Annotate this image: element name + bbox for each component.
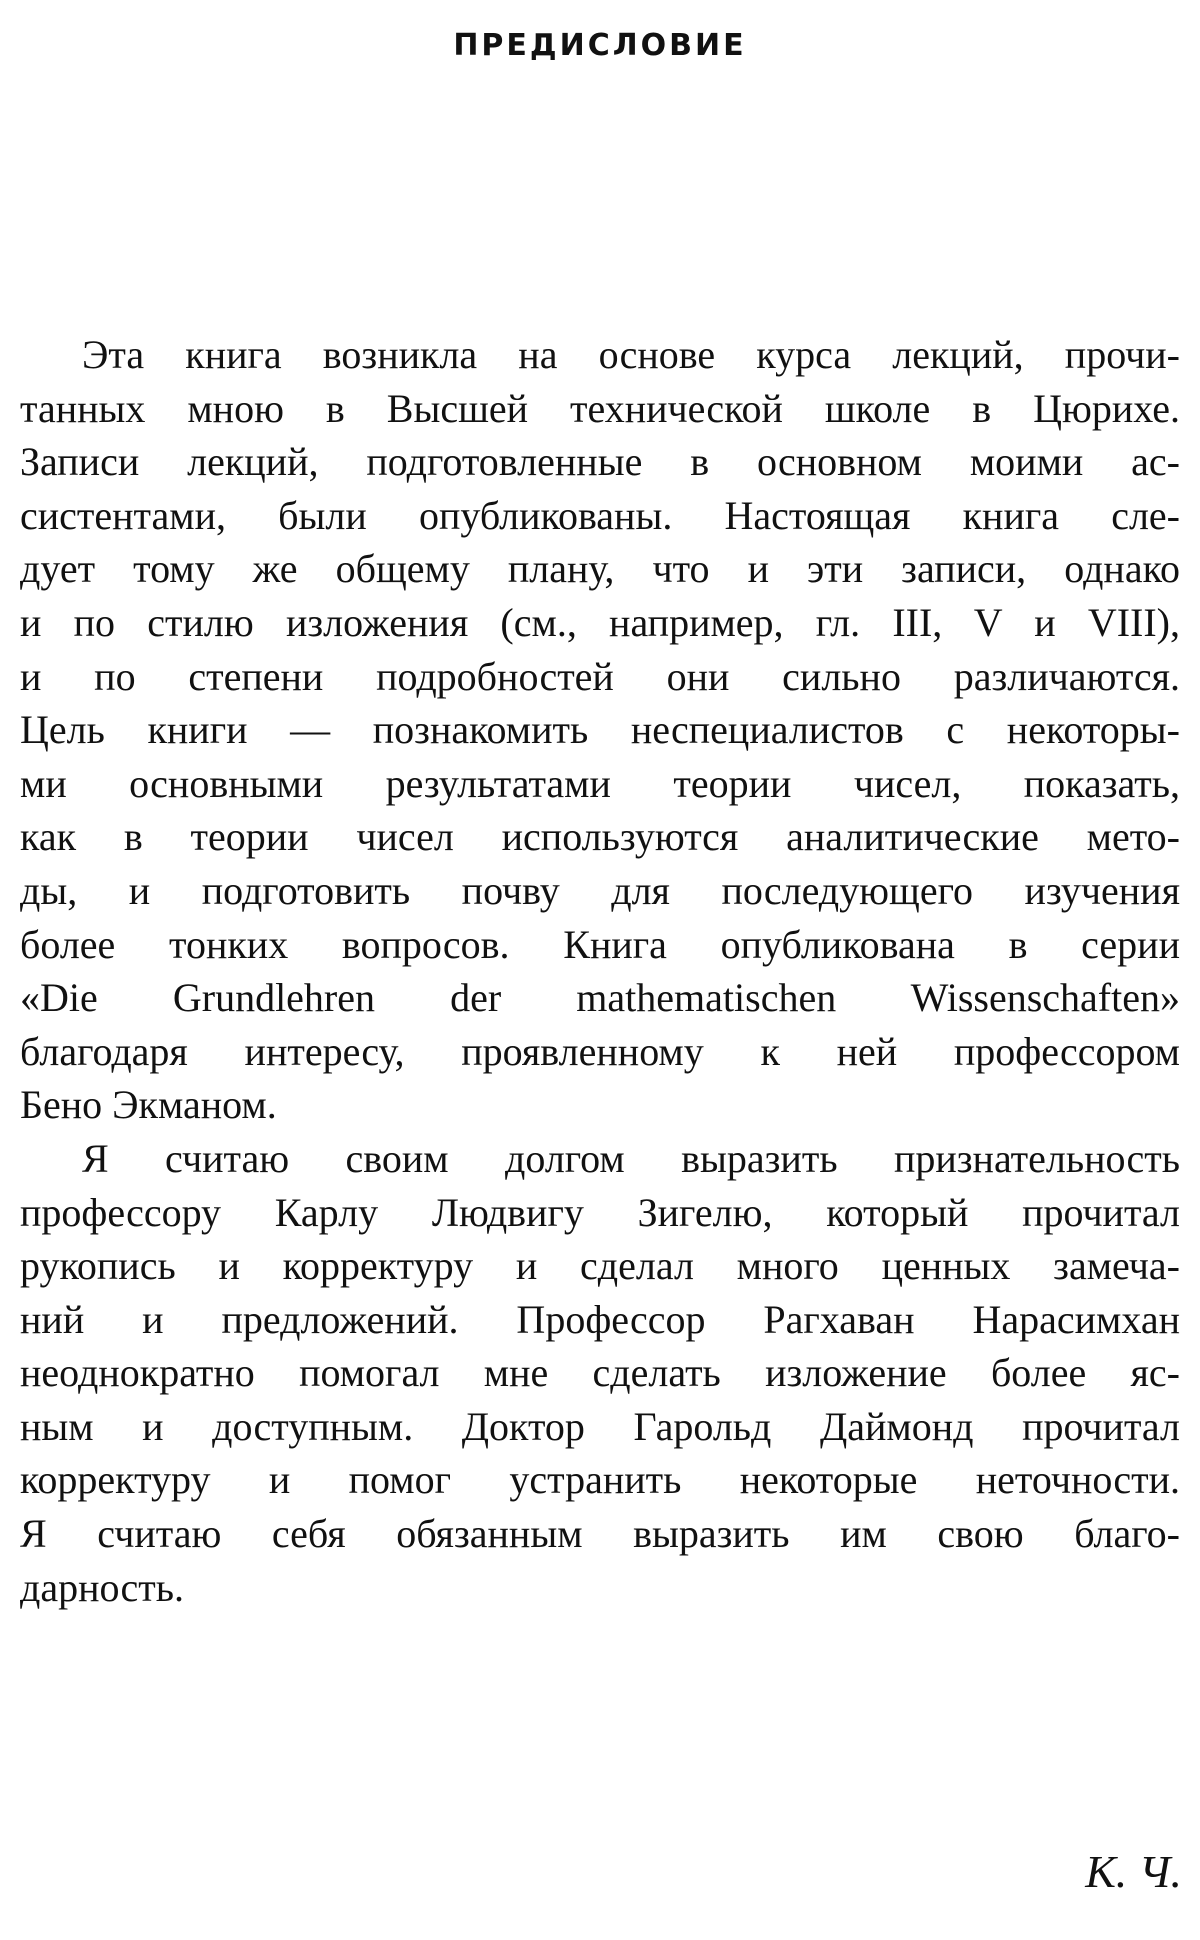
author-signature: К. Ч. [1085, 1846, 1182, 1897]
text-line: Бено Экманом. [20, 1082, 277, 1128]
text-line: танных мною в Высшей технической школе в Цюрихе. [20, 385, 1180, 431]
text-line: Цель книги — познакомить неспециалистов с некоторы- [20, 707, 1180, 753]
text-line: Записи лекций, подготовленные в основном моими ас- [20, 439, 1180, 485]
text-line: ми основными результатами теории чисел, показать, [20, 760, 1180, 806]
paragraph-2 [20, 1132, 1180, 1614]
preface-body [20, 328, 1180, 1614]
text-line: систентами, были опубликованы. Настоящая книга сле- [20, 492, 1180, 538]
text-line: благодаря интересу, проявленному к ней профессором [20, 1028, 1180, 1074]
page-title: ПРЕДИСЛОВИЕ [453, 28, 747, 63]
text-line: профессору Карлу Людвигу Зигелю, который прочитал [20, 1189, 1180, 1235]
text-line: Я считаю себя обязанным выразить им свою благо- [20, 1511, 1180, 1557]
text-line: рукопись и корректуру и сделал много ценных замеча- [20, 1243, 1180, 1289]
text-line: ды, и подготовить почву для последующего изучения [20, 867, 1180, 913]
text-line: как в теории чисел используются аналитические мето- [20, 814, 1180, 860]
text-line: дует тому же общему плану, что и эти записи, однако [20, 546, 1180, 592]
paragraph-1 [20, 328, 1180, 1132]
text-line: дарность. [20, 1564, 184, 1610]
text-line: ний и предложений. Профессор Рагхаван Нарасимхан [20, 1296, 1180, 1342]
text-line: и по стилю изложения (см., например, гл. III, V и VIII), [20, 599, 1180, 645]
text-line: Эта книга возникла на основе курса лекций, прочи- [82, 332, 1180, 377]
text-line: неоднократно помогал мне сделать изложение более яс- [20, 1350, 1180, 1396]
text-line: более тонких вопросов. Книга опубликована в серии [20, 921, 1180, 967]
text-line: Я считаю своим долгом выразить признательность [82, 1135, 1180, 1181]
text-line: и по степени подробностей они сильно различаются. [20, 653, 1180, 699]
text-line: корректуру и помог устранить некоторые неточности. [20, 1457, 1180, 1503]
text-line: ным и доступным. Доктор Гарольд Даймонд прочитал [20, 1403, 1180, 1449]
text-line: «Die Grundlehren der mathematischen Wissenschaften» [20, 975, 1180, 1021]
